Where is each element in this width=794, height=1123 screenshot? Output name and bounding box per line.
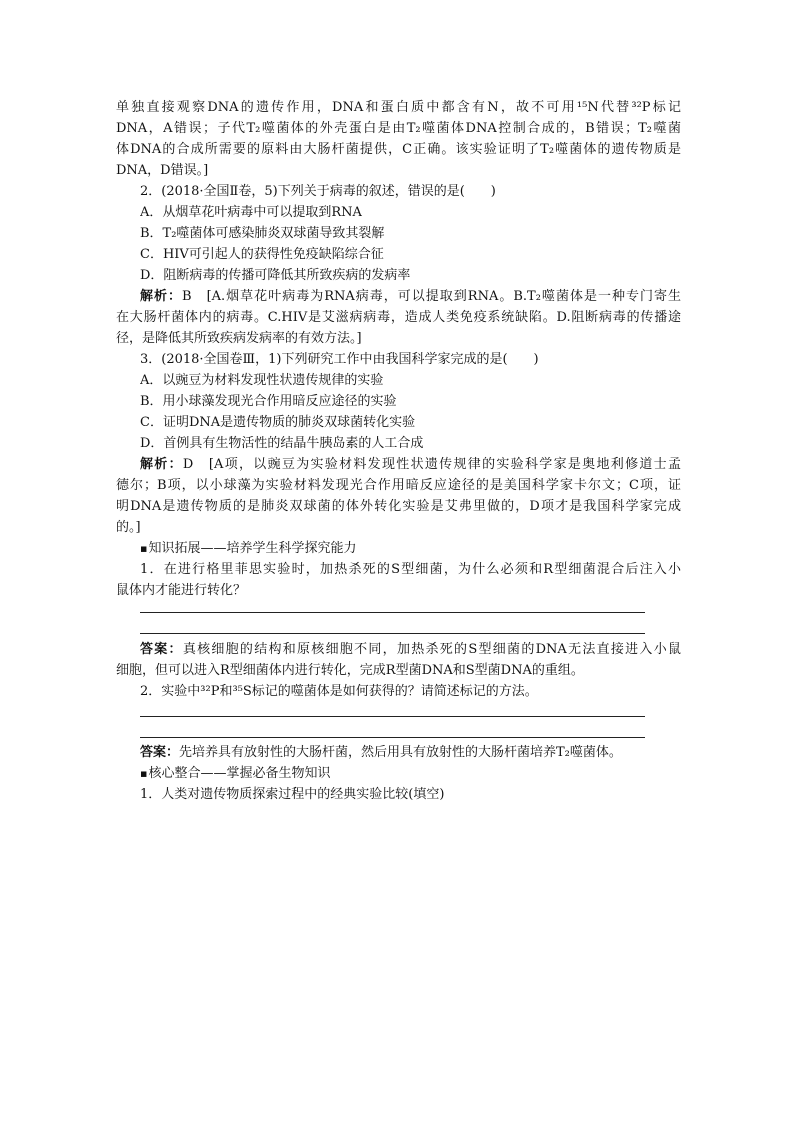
- answer-line: [140, 640, 681, 660]
- option-a: A．以豌豆为材料发现性状遗传规律的实验: [140, 373, 384, 388]
- answer-label: 答案：: [140, 745, 180, 760]
- option-b: B．T₂噬菌体可感染肺炎双球菌导致其裂解: [140, 226, 385, 241]
- analysis-text: B [A.烟草花叶病毒为RNA病毒，可以提取到RNA。B.T₂噬菌体是一种专门寄生: [182, 289, 681, 304]
- option-b: B．用小球藻发现光合作用暗反应途径的实验: [140, 394, 397, 409]
- section-marker-icon: ▪: [140, 542, 148, 555]
- section-title: 核心整合——掌握必备生物知识: [148, 766, 331, 781]
- answer-blank-line: [140, 633, 645, 634]
- explanation-line: DNA，D错误。]: [116, 163, 209, 178]
- analysis-line: 明DNA是遗传物质的是肺炎双球菌的体外转化实验是艾弗里做的，D项才是我国科学家完成: [116, 499, 681, 514]
- question-line: 鼠体内才能进行转化？: [116, 583, 247, 598]
- option-c: C．HIV可引起人的获得性免疫缺陷综合征: [140, 247, 384, 262]
- answer-text: 先培养具有放射性的大肠杆菌，然后用具有放射性的大肠杆菌培养T₂噬菌体。: [179, 745, 622, 760]
- answer-blank-line: [140, 612, 645, 613]
- explanation-line: 体DNA的合成所需要的原料由大肠杆菌提供，C正确。该实验证明了T₂噬菌体的遗传物质是: [116, 142, 681, 157]
- question-stem: 3．(2018·全国卷Ⅲ，1)下列研究工作中由我国科学家完成的是( ): [140, 352, 539, 367]
- option-c: C．证明DNA是遗传物质的肺炎双球菌转化实验: [140, 415, 416, 430]
- analysis-line: [140, 455, 681, 475]
- answer-text: 真核细胞的结构和原核细胞不同，加热杀死的S型细菌的DNA无法直接进入小鼠: [182, 642, 681, 657]
- analysis-line: 径，是降低其所致疾病发病率的有效方法。]: [116, 331, 362, 346]
- section-heading: [140, 539, 681, 559]
- analysis-line: 的。]: [116, 520, 141, 535]
- section-marker-icon: ▪: [140, 767, 148, 780]
- analysis-label: 解析：: [140, 289, 183, 304]
- answer-blank-line: [140, 737, 645, 738]
- analysis-line: [140, 287, 681, 307]
- option-a: A．从烟草花叶病毒中可以提取到RNA: [140, 205, 362, 220]
- analysis-label: 解析：: [140, 457, 183, 472]
- list-item: 1．人类对遗传物质探索过程中的经典实验比较(填空): [140, 787, 445, 802]
- option-d: D．首例具有生物活性的结晶牛胰岛素的人工合成: [140, 436, 424, 451]
- question-line: 1．在进行格里菲思实验时，加热杀死的S型细菌，为什么必须和R型细菌混合后注入小: [140, 562, 681, 577]
- analysis-line: 德尔；B项，以小球藻为实验材料发现光合作用暗反应途径的是美国科学家卡尔文；C项，证: [116, 478, 681, 493]
- analysis-text: D [A项，以豌豆为实验材料发现性状遗传规律的实验科学家是奥地利修道士孟: [182, 457, 681, 472]
- question-stem: 2．(2018·全国Ⅱ卷，5)下列关于病毒的叙述，错误的是( ): [140, 184, 496, 199]
- option-d: D．阻断病毒的传播可降低其所致疾病的发病率: [140, 268, 411, 283]
- explanation-line: 单独直接观察DNA的遗传作用，DNA和蛋白质中都含有N，故不可用¹⁵N代替³²P标记: [116, 100, 681, 115]
- answer-blank-line: [140, 716, 645, 717]
- explanation-line: DNA，A错误；子代T₂噬菌体的外壳蛋白是由T₂噬菌体DNA控制合成的，B错误；T₂噬菌: [116, 121, 681, 136]
- question-line: 2．实验中³²P和³⁵S标记的噬菌体是如何获得的？请简述标记的方法。: [140, 684, 538, 699]
- section-title: 知识拓展——培养学生科学探究能力: [148, 541, 357, 556]
- answer-label: 答案：: [140, 642, 183, 657]
- answer-line: [140, 743, 681, 763]
- analysis-line: 在大肠杆菌体内的病毒。C.HIV是艾滋病病毒，造成人类免疫系统缺陷。D.阻断病毒的传播途: [116, 310, 681, 325]
- section-heading: [140, 764, 681, 784]
- answer-line: 细胞，但可以进入R型细菌体内进行转化，完成R型菌DNA和S型菌DNA的重组。: [116, 663, 584, 678]
